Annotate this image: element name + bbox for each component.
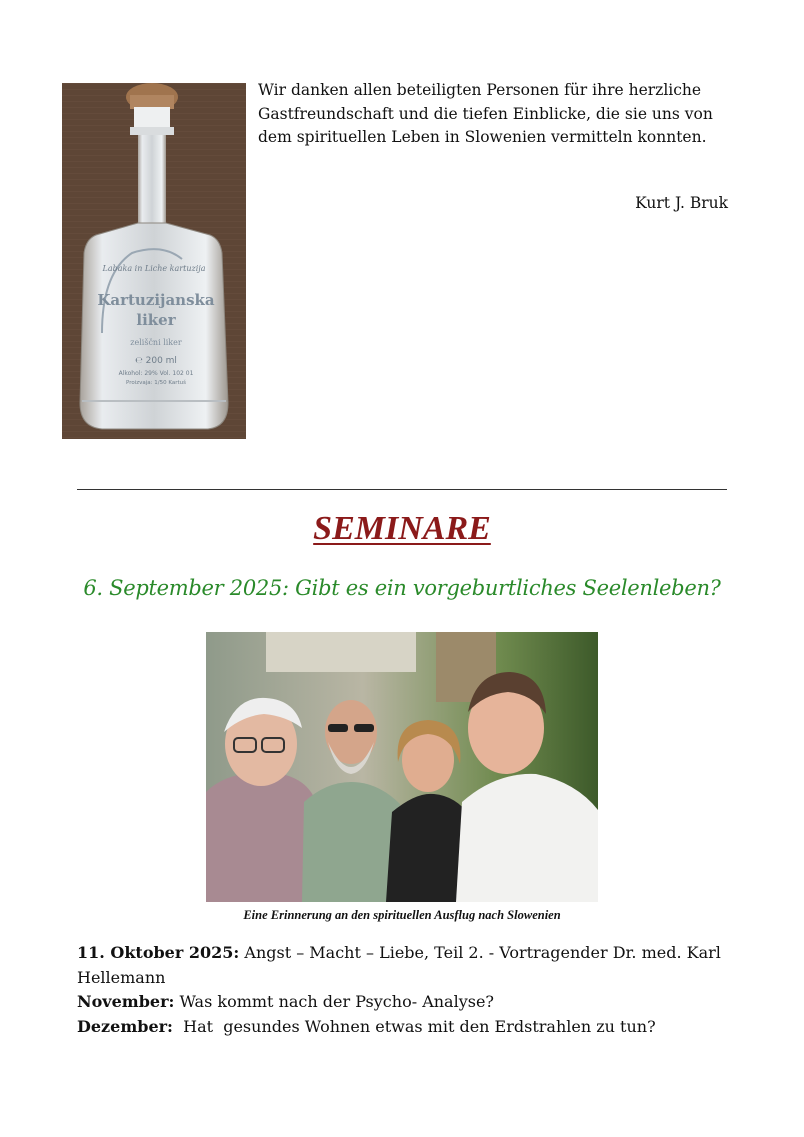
schedule-date: Dezember:	[77, 1016, 173, 1036]
thanks-paragraph: Wir danken allen beteiligten Personen für ihre herzliche Gastfreundschaft und die tiefen Einblicke, die sie uns von dem spirituellen Leben in Slowenien vermitteln konnten.	[258, 81, 713, 146]
schedule-item	[77, 941, 737, 990]
schedule-date: November:	[77, 992, 175, 1011]
svg-text:Kartuzijanska: Kartuzijanska	[97, 291, 215, 309]
liqueur-bottle-photo	[62, 83, 246, 439]
schedule-date: 11. Oktober 2025:	[77, 943, 240, 962]
author-signature: Kurt J. Bruk	[635, 194, 728, 212]
schedule-item	[77, 990, 737, 1015]
schedule-text: Hat gesundes Wohnen etwas mit den Erdstrahlen zu tun?	[172, 1016, 656, 1036]
schedule-item	[77, 1015, 737, 1040]
group-photo	[206, 632, 598, 902]
svg-text:zeliščni liker: zeliščni liker	[130, 338, 182, 347]
photo-caption: Eine Erinnerung an den spirituellen Ausflug nach Slowenien	[243, 908, 561, 922]
seminar-heading: 6. September 2025: Gibt es ein vorgeburtliches Seelenleben?	[83, 576, 721, 600]
svg-text:liker: liker	[136, 311, 176, 329]
svg-text:℮ 200 ml: ℮ 200 ml	[135, 356, 177, 366]
svg-text:Proizvaja: 1/50 Kartuš: Proizvaja: 1/50 Kartuš	[125, 380, 187, 386]
schedule-text: Angst – Macht – Liebe, Teil 2. - Vortragender Dr. med. Karl Hellemann	[77, 943, 721, 987]
svg-text:Alkohol: 29% Vol. 102 01: Alkohol: 29% Vol. 102 01	[118, 370, 194, 377]
svg-text:Labaka in Liche kartuzija: Labaka in Liche kartuzija	[102, 264, 206, 273]
section-title: SEMINARE	[313, 510, 491, 547]
section-divider	[77, 489, 727, 490]
schedule-text: Was kommt nach der Psycho- Analyse?	[174, 992, 494, 1011]
seminar-schedule	[77, 941, 737, 1039]
